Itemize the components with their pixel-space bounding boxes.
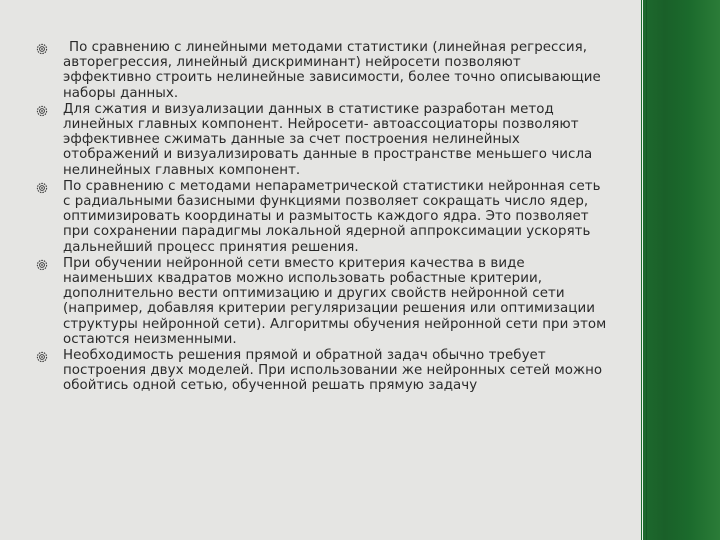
side-accent-panel bbox=[641, 0, 720, 540]
side-divider-line bbox=[642, 0, 643, 540]
bullet-item bbox=[36, 40, 608, 101]
gear-flower-icon bbox=[36, 259, 63, 273]
bullet-text: Для сжатия и визуализации данных в статистике разработан метод линейных главных компонент. Нейросети- автоассоциаторы позволяют эффективнее сжимать данные за счет построения нелинейных отображений и визуализировать данные в пространстве меньшего числа нелинейных главных компонент. bbox=[63, 101, 593, 178]
bullet-list bbox=[36, 40, 608, 395]
bullet-item bbox=[36, 256, 608, 347]
bullet-text: При обучении нейронной сети вместо критерия качества в виде наименьших квадратов можно использовать робастные критерии, дополнительно вести оптимизацию и других свойств нейронной сети (например, добавляя критерии регуляризации решения или оптимизации структуры нейронной сети). Алгоритмы обучения нейронной сети при этом остаются неизменными. bbox=[63, 255, 607, 347]
bullet-text: Необходимость решения прямой и обратной задач обычно требует построения двух моделей. При использовании же нейронных сетей можно обойтись одной сетью, обученной решать прямую задачу bbox=[63, 348, 603, 394]
bullet-text: По сравнению с линейными методами статистики (линейная регрессия, авторегрессия, линейный дискриминант) нейросети позволяют эффективно строить нелинейные зависимости, более точно описывающие наборы данных. bbox=[63, 40, 601, 101]
gear-flower-icon bbox=[36, 105, 63, 119]
bullet-item bbox=[36, 179, 608, 255]
gear-flower-icon bbox=[36, 182, 63, 196]
bullet-item bbox=[36, 102, 608, 178]
gear-flower-icon bbox=[36, 351, 63, 365]
side-divider-shadow bbox=[646, 0, 647, 540]
gear-flower-icon bbox=[36, 43, 63, 57]
bullet-item bbox=[36, 348, 608, 394]
bullet-text: По сравнению с методами непараметрической статистики нейронная сеть с радиальными базисными функциями позволяет сокращать число ядер, оптимизировать координаты и размытость каждого ядра. Это позволяет при сохранении парадигмы локальной ядерной аппроксимации ускорять дальнейший процесс принятия решения. bbox=[63, 178, 601, 255]
